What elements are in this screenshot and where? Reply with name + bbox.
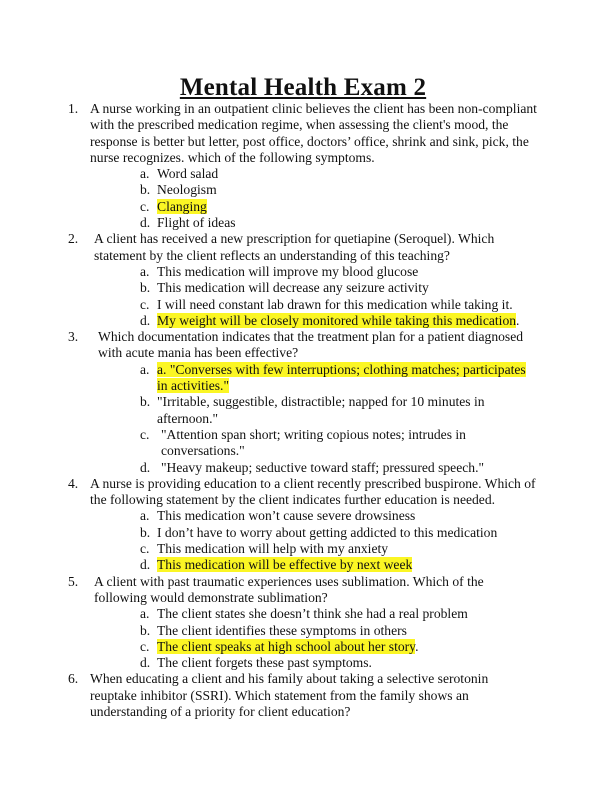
question-2-options bbox=[140, 264, 538, 329]
option-letter: d. bbox=[140, 459, 151, 475]
option-letter: a. bbox=[140, 361, 150, 377]
option-letter: d. bbox=[140, 557, 151, 573]
option-5c bbox=[140, 639, 538, 655]
question-number: 4. bbox=[68, 475, 79, 491]
option-text: The client forgets these past symptoms. bbox=[157, 655, 372, 671]
highlighted-answer: The client speaks at high school about her story bbox=[157, 638, 416, 654]
question-list bbox=[68, 101, 538, 720]
question-text: A client with past traumatic experiences uses sublimation. Which of the following would demonstrate sublimation? bbox=[94, 573, 484, 605]
option-1b bbox=[140, 182, 538, 198]
option-1d bbox=[140, 215, 538, 231]
option-3b bbox=[140, 394, 538, 427]
question-number: 3. bbox=[68, 329, 79, 345]
question-3-options bbox=[140, 362, 538, 476]
option-text: "Irritable, suggestible, distractible; napped for 10 minutes in afternoon." bbox=[157, 394, 485, 426]
option-text: Flight of ideas bbox=[157, 215, 236, 231]
option-3a bbox=[140, 362, 538, 395]
option-letter: c. bbox=[140, 426, 150, 442]
option-trailing-period: . bbox=[516, 312, 520, 328]
option-letter: c. bbox=[140, 198, 150, 214]
question-text: A nurse is providing education to a client recently prescribed buspirone. Which of the following statement by the client indicates further education is needed. bbox=[90, 475, 536, 508]
option-text: Word salad bbox=[157, 166, 219, 182]
option-text: This medication will help with my anxiety bbox=[157, 541, 389, 557]
option-letter: b. bbox=[140, 280, 151, 296]
option-letter: c. bbox=[140, 638, 150, 654]
question-1-options bbox=[140, 166, 538, 231]
question-text: When educating a client and his family about taking a selective serotonin reuptake inhibitor (SSRI). Which statement from the family shows an understanding of a priority for client education? bbox=[90, 671, 489, 719]
highlighted-answer: This medication will be effective by next week bbox=[157, 557, 413, 573]
option-4d bbox=[140, 557, 538, 573]
highlighted-answer: a. "Converses with few interruptions; clothing matches; participates in activities." bbox=[157, 361, 526, 394]
option-2d bbox=[140, 313, 538, 329]
question-4 bbox=[68, 476, 538, 509]
option-text: The client identifies these symptoms in others bbox=[157, 622, 407, 638]
question-number: 1. bbox=[68, 101, 79, 116]
question-3 bbox=[68, 329, 538, 362]
highlighted-answer: Clanging bbox=[157, 198, 207, 214]
option-text: Neologism bbox=[157, 182, 217, 198]
option-1c bbox=[140, 199, 538, 215]
option-letter: d. bbox=[140, 215, 151, 231]
option-text: The client states she doesn’t think she had a real problem bbox=[157, 606, 468, 622]
option-text: This medication will improve my blood glucose bbox=[157, 263, 419, 279]
question-number: 2. bbox=[68, 231, 79, 247]
option-text: This medication won’t cause severe drowsiness bbox=[157, 508, 416, 524]
option-letter: c. bbox=[140, 296, 150, 312]
option-trailing-period: . bbox=[415, 638, 419, 654]
option-2a bbox=[140, 264, 538, 280]
question-5 bbox=[68, 574, 538, 607]
option-letter: b. bbox=[140, 394, 151, 410]
option-2b bbox=[140, 280, 538, 296]
question-text: Which documentation indicates that the treatment plan for a patient diagnosed with acute mania has been effective? bbox=[98, 329, 524, 361]
option-letter: b. bbox=[140, 622, 151, 638]
option-text: "Attention span short; writing copious notes; intrudes in conversations." bbox=[161, 426, 466, 459]
option-5b bbox=[140, 623, 538, 639]
question-1 bbox=[68, 101, 538, 166]
option-4c bbox=[140, 541, 538, 557]
option-text: I don’t have to worry about getting addicted to this medication bbox=[157, 524, 498, 540]
option-5a bbox=[140, 606, 538, 622]
option-letter: b. bbox=[140, 182, 151, 198]
option-letter: b. bbox=[140, 524, 151, 540]
question-2 bbox=[68, 231, 538, 264]
option-letter: a. bbox=[140, 606, 150, 622]
option-letter: d. bbox=[140, 312, 151, 328]
option-2c bbox=[140, 297, 538, 313]
option-3c bbox=[140, 427, 538, 460]
option-5d bbox=[140, 655, 538, 671]
option-letter: a. bbox=[140, 508, 150, 524]
option-letter: a. bbox=[140, 166, 150, 182]
option-4a bbox=[140, 508, 538, 524]
question-number: 6. bbox=[68, 671, 79, 687]
question-6 bbox=[68, 671, 538, 720]
question-5-options bbox=[140, 606, 538, 671]
highlighted-answer: My weight will be closely monitored while taking this medication bbox=[157, 312, 517, 328]
option-letter: c. bbox=[140, 541, 150, 557]
option-4b bbox=[140, 525, 538, 541]
question-text: A client has received a new prescription for quetiapine (Seroquel). Which statement by the client reflects an understanding of this teaching? bbox=[94, 231, 495, 263]
option-3d bbox=[140, 460, 538, 476]
option-letter: d. bbox=[140, 655, 151, 671]
option-letter: a. bbox=[140, 263, 150, 279]
question-4-options bbox=[140, 508, 538, 573]
question-number: 5. bbox=[68, 573, 79, 589]
question-text: A nurse working in an outpatient clinic believes the client has been non-compliant with the prescribed medication regime, when assessing the client's mood, the response is better but letter, post office, doctors’ office, shrink and sink, pick, the nurse recognizes. which of the following symptoms. bbox=[90, 101, 537, 165]
option-text: "Heavy makeup; seductive toward staff; pressured speech." bbox=[161, 459, 485, 475]
option-text: This medication will decrease any seizure activity bbox=[157, 280, 429, 296]
option-1a bbox=[140, 166, 538, 182]
page-title: Mental Health Exam 2 bbox=[179, 74, 427, 101]
option-text: I will need constant lab drawn for this medication while taking it. bbox=[157, 296, 513, 312]
